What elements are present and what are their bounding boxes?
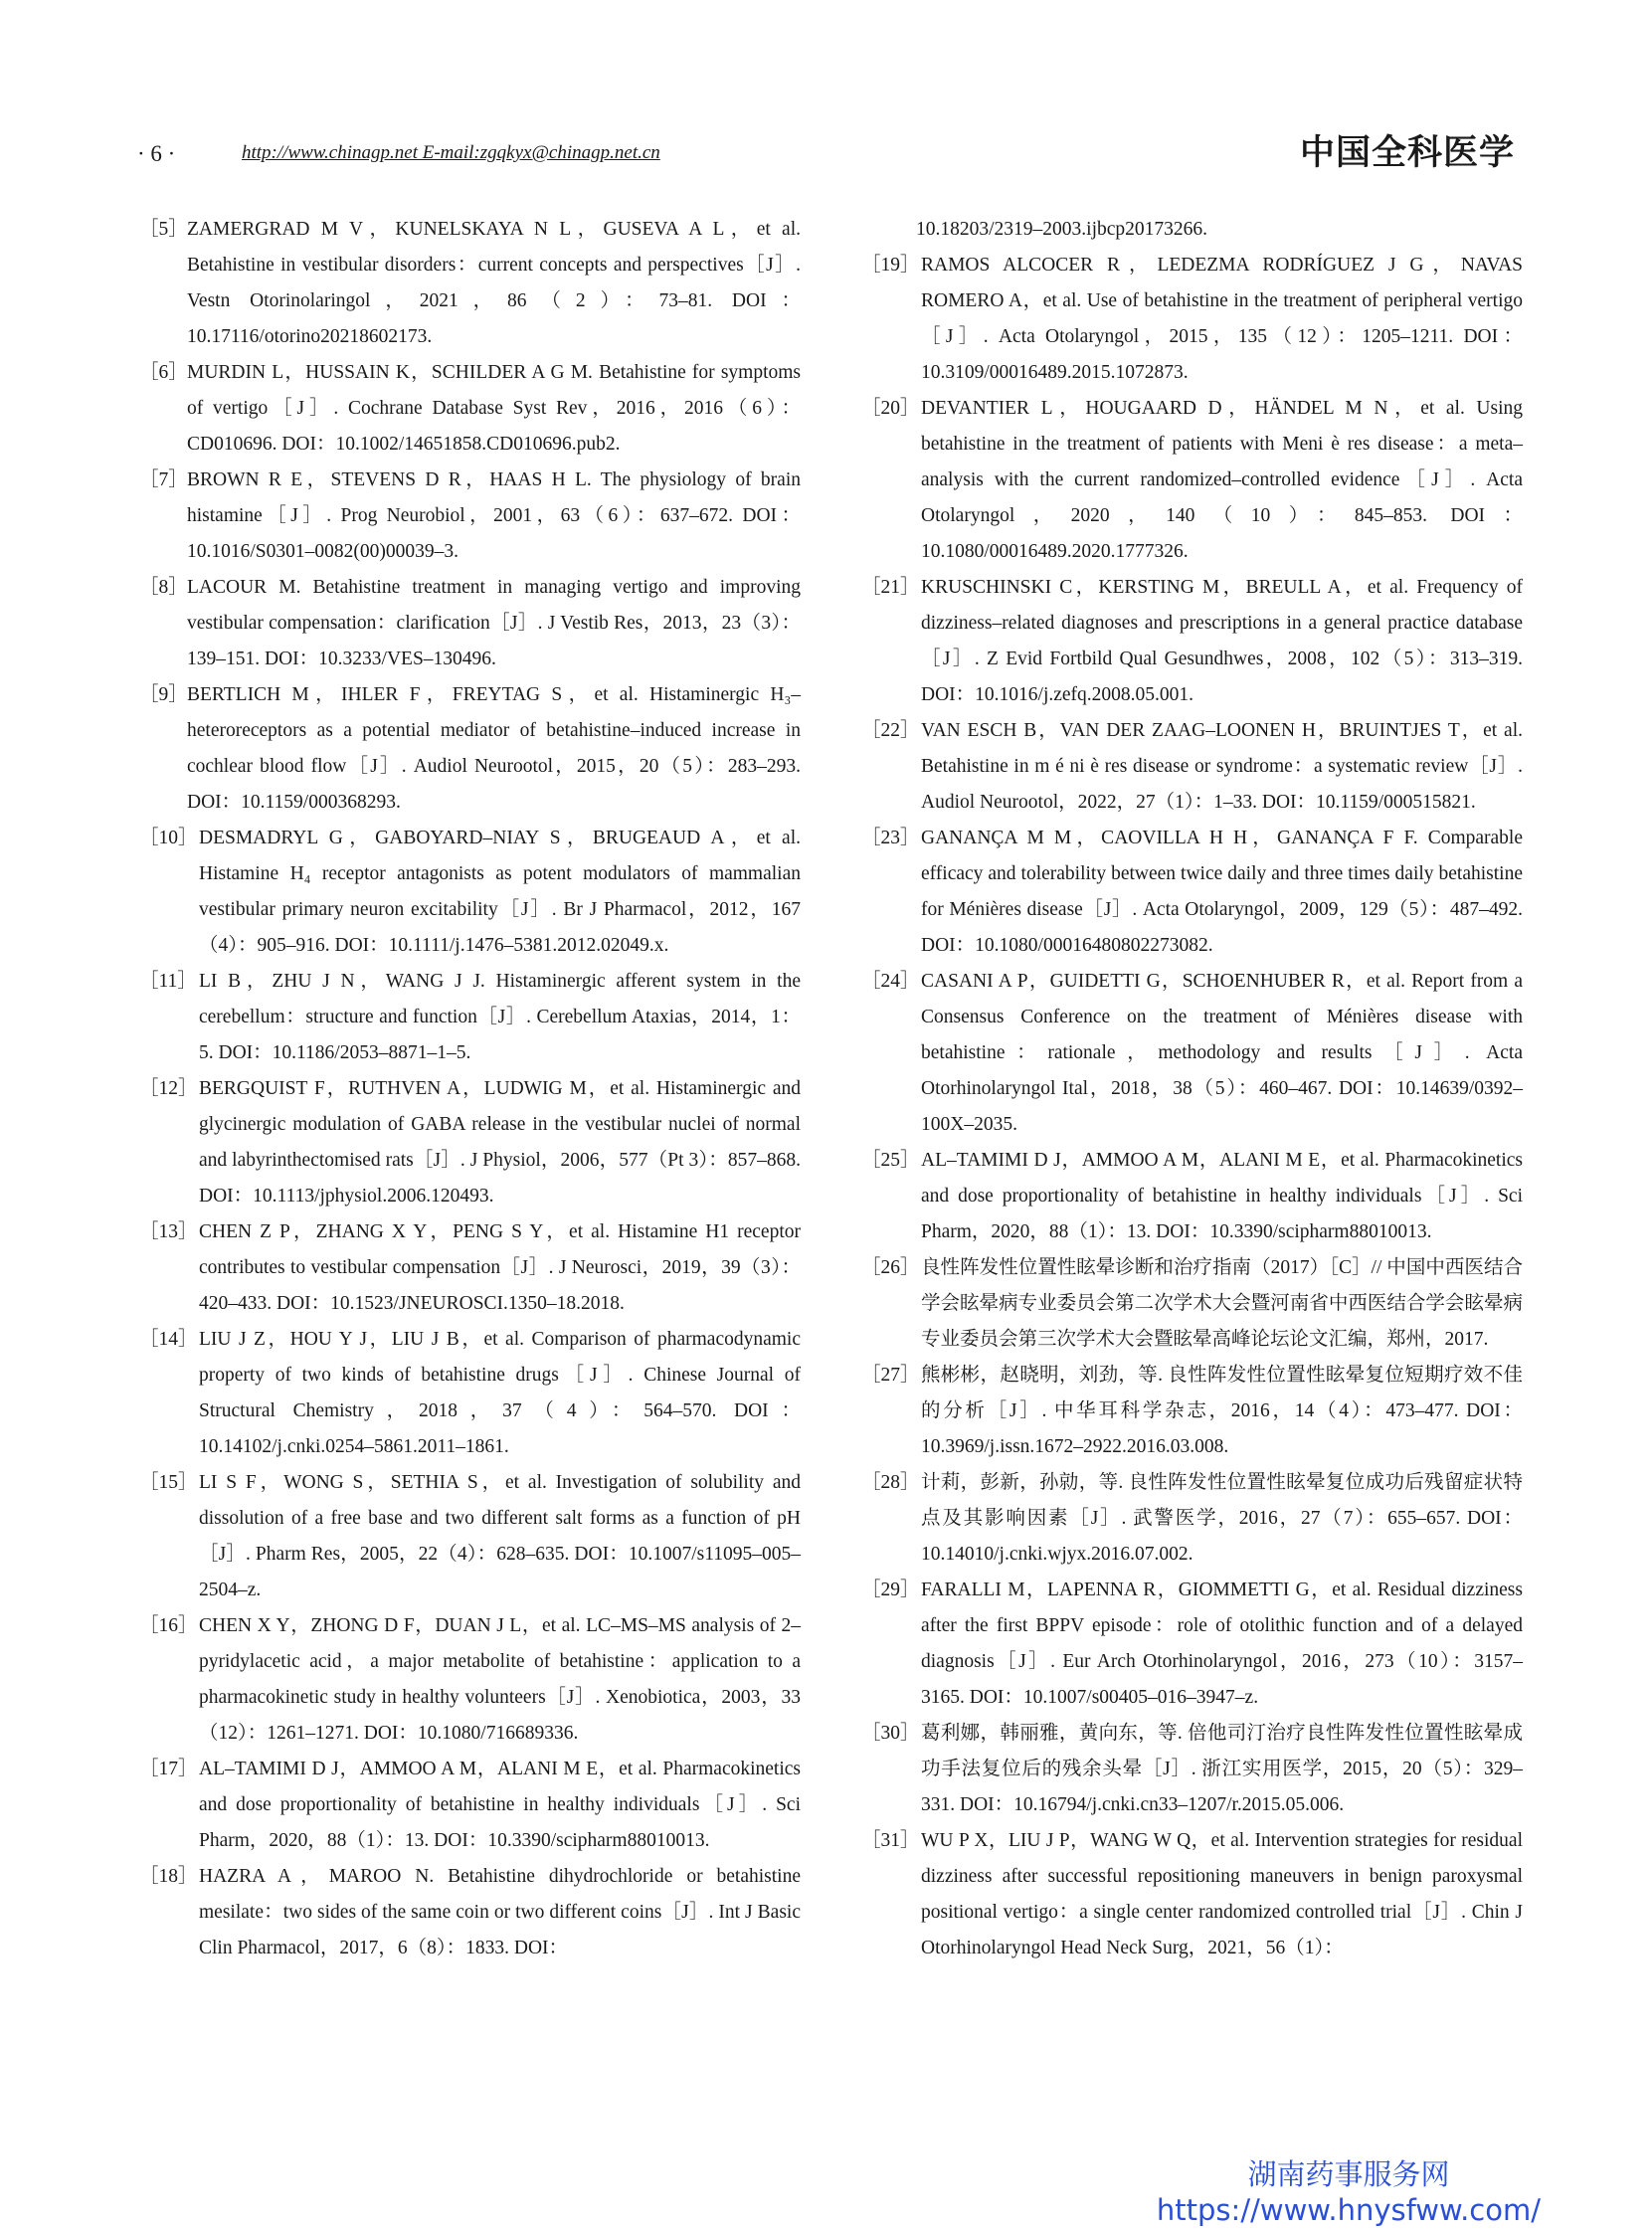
reference-text: CHEN X Y，ZHONG D F，DUAN J L，et al. LC–MS–MS analysis of 2–pyridylacetic acid，a major metabolite of betahistine：application to a pharmacokinetic study in healthy volunteers［J］. Xenobiotica，2003，33（12）：1261–1271. DOI：10.1080/716689336. [199,1615,801,1744]
reference-text: HAZRA A，MAROO N. Betahistine dihydrochloride or betahistine mesilate：two sides of the same coin or two different coins［J］. Int J Basic Clin Pharmacol，2017，6（8）：1833. DOI： [199,1866,801,1958]
reference-number: ［10］ [139,828,198,848]
reference-number: ［28］ [861,1472,920,1493]
reference-number: ［9］ [139,684,188,705]
reference-text: 葛利娜，韩丽雅，黄向东，等. 倍他司汀治疗良性阵发性位置性眩晕成功手法复位后的残余头晕［J］. 浙江实用医学，2015，20（5）：329–331. DOI：10.16794/j.cnki.cn33–1207/r.2015.05.006. [921,1723,1523,1815]
watermark-site-name: 湖南药事服务网 [1247,2157,1450,2191]
reference-text: LACOUR M. Betahistine treatment in managing vertigo and improving vestibular compensation：clarification［J］. J Vestib Res，2013，23（3）：139–151. DOI：10.3233/VES–130496. [187,577,801,669]
reference-item [861,964,1523,1143]
reference-text: CASANI A P，GUIDETTI G，SCHOENHUBER R，et al. Report from a Consensus Conference on the treatment of Ménières disease with betahistine：rationale，methodology and results［J］. Acta Otorhinolaryngol Ital，2018，38（5）：460–467. DOI：10.14639/0392–100X–2035. [921,971,1523,1135]
reference-number: ［26］ [861,1257,920,1278]
reference-text: 计莉，彭新，孙勍，等. 良性阵发性位置性眩晕复位成功后残留症状特点及其影响因素［J］. 武警医学，2016，27（7）：655–657. DOI：10.14010/j.cnki.wjyx.2016.07.002. [921,1472,1523,1565]
reference-text: BERGQUIST F，RUTHVEN A，LUDWIG M，et al. Histaminergic and glycinergic modulation of GABA release in the vestibular nuclei of normal and labyrinthectomised rats［J］. J Physiol，2006，577（Pt 3）：857–868. DOI：10.1113/jphysiol.2006.120493. [199,1078,801,1207]
reference-text: GANANÇA M M，CAOVILLA H H，GANANÇA F F. Comparable efficacy and tolerability between twice daily and three times daily betahistine for Ménières disease［J］. Acta Otolaryngol，2009，129（5）：487–492. DOI：10.1080/00016480802273082. [921,828,1523,956]
reference-item [139,1071,801,1214]
reference-number: ［8］ [139,577,188,598]
reference-number: ［21］ [861,577,920,598]
reference-number: ［6］ [139,362,188,383]
reference-item [139,1608,801,1752]
reference-item [139,964,801,1071]
reference-text: WU P X，LIU J P，WANG W Q，et al. Intervention strategies for residual dizziness after successful repositioning maneuvers in benign paroxysmal positional vertigo：a single center randomized controlled trial［J］. Chin J Otorhinolaryngol Head Neck Surg，2021，56（1）： [921,1830,1523,1958]
reference-text: FARALLI M，LAPENNA R，GIOMMETTI G，et al. Residual dizziness after the first BPPV episode：role of otolithic function and of a delayed diagnosis［J］. Eur Arch Otorhinolaryngol，2016，273（10）：3157–3165. DOI：10.1007/s00405–016–3947–z. [921,1580,1523,1708]
page-number: · 6 · [137,141,176,166]
reference-item [861,821,1523,964]
watermark-site-url[interactable]: https://www.hnysfww.com/ [1156,2193,1541,2227]
reference-item [139,821,801,964]
reference-item [139,1214,801,1322]
reference-item [861,713,1523,821]
reference-item [139,677,801,821]
reference-number: ［30］ [861,1723,920,1744]
reference-item [861,1250,1523,1358]
reference-number: ［20］ [861,398,920,419]
reference-number: ［15］ [139,1472,198,1493]
reference-item [139,1752,801,1859]
reference-text: VAN ESCH B，VAN DER ZAAG–LOONEN H，BRUINTJES T，et al. Betahistine in m é ni è res disease or syndrome：a systematic review［J］. Audiol Neurootol，2022，27（1）：1–33. DOI：10.1159/000515821. [921,720,1523,813]
reference-number: ［14］ [139,1329,198,1350]
reference-text: 熊彬彬，赵晓明，刘劲，等. 良性阵发性位置性眩晕复位短期疗效不佳的分析［J］. 中华耳科学杂志，2016，14（4）：473–477. DOI：10.3969/j.issn.1672–2922.2016.03.008. [921,1365,1523,1457]
reference-text: DESMADRYL G，GABOYARD–NIAY S，BRUGEAUD A，et al. Histamine H₄ receptor antagonists as potent modulators of mammalian vestibular primary neuron excitability［J］. Br J Pharmacol，2012，167（4）：905–916. DOI：10.1111/j.1476–5381.2012.02049.x. [199,828,801,956]
reference-number: ［24］ [861,971,920,992]
reference-text: LI B，ZHU J N，WANG J J. Histaminergic afferent system in the cerebellum：structure and function［J］. Cerebellum Ataxias，2014，1：5. DOI：10.1186/2053–8871–1–5. [199,971,801,1063]
reference-text: 良性阵发性位置性眩晕诊断和治疗指南（2017）［C］// 中国中西医结合学会眩晕病专业委员会第二次学术大会暨河南省中西医结合学会眩晕病专业委员会第三次学术大会暨眩晕高峰论坛论文汇编，郑州，2017. [921,1257,1523,1350]
reference-text: AL–TAMIMI D J，AMMOO A M，ALANI M E，et al. Pharmacokinetics and dose proportionality of betahistine in healthy individuals［J］. Sci Pharm，2020，88（1）：13. DOI：10.3390/scipharm88010013. [199,1759,802,1851]
reference-item [139,1859,801,1966]
reference-number: ［31］ [861,1830,920,1851]
reference-text: LIU J Z，HOU Y J，LIU J B，et al. Comparison of pharmacodynamic property of two kinds of betahistine drugs［J］. Chinese Journal of Structural Chemistry，2018，37（4）：564–570. DOI：10.14102/j.cnki.0254–5861.2011–1861. [199,1329,801,1457]
reference-text: LI S F，WONG S，SETHIA S，et al. Investigation of solubility and dissolution of a free base and two different salt forms as a function of pH［J］. Pharm Res，2005，22（4）：628–635. DOI：10.1007/s11095–005–2504–z. [199,1472,801,1600]
reference-item [139,355,801,463]
reference-item [861,1573,1523,1716]
page-header [0,0,1652,199]
reference-text: KRUSCHINSKI C，KERSTING M，BREULL A，et al. Frequency of dizziness–related diagnoses and prescriptions in a general practice database［J］. Z Evid Fortbild Qual Gesundhwes，2008，102（5）：313–319. DOI：10.1016/j.zefq.2008.05.001. [921,577,1523,705]
reference-number: ［13］ [139,1221,198,1242]
reference-item [861,248,1523,391]
reference-item [139,1465,801,1608]
reference-list-left [139,212,801,1966]
reference-item [861,570,1523,713]
reference-list-right [861,212,1523,1966]
reference-item [861,391,1523,570]
reference-item [861,1823,1523,1966]
reference-item [139,570,801,677]
reference-number: ［5］ [139,219,188,240]
reference-item [861,1143,1523,1250]
reference-number: ［18］ [139,1866,198,1887]
reference-text: CHEN Z P，ZHANG X Y，PENG S Y，et al. Histamine H1 receptor contributes to vestibular compensation［J］. J Neurosci，2019，39（3）：420–433. DOI：10.1523/JNEUROSCI.1350–18.2018. [199,1221,801,1314]
watermark [1157,2156,1541,2228]
reference-number: ［7］ [139,469,188,490]
reference-text: ZAMERGRAD M V，KUNELSKAYA N L，GUSEVA A L，et al. Betahistine in vestibular disorders：current concepts and perspectives［J］. Vestn Otorinolaringol，2021，86（2）：73–81. DOI：10.17116/otorino20218602173. [187,219,801,347]
reference-text: 10.18203/2319–2003.ijbcp20173266. [916,219,1208,240]
reference-item [861,212,1523,248]
reference-number: ［23］ [861,828,920,848]
reference-item [139,212,801,355]
reference-number: ［12］ [139,1078,198,1099]
reference-item [139,463,801,570]
reference-text: RAMOS ALCOCER R，LEDEZMA RODRÍGUEZ J G，NAVAS ROMERO A，et al. Use of betahistine in the treatment of peripheral vertigo［J］. Acta Otolaryngol，2015，135（12）：1205–1211. DOI：10.3109/00016489.2015.1072873. [921,255,1523,383]
reference-number: ［11］ [139,971,197,992]
reference-text: BERTLICH M，IHLER F，FREYTAG S，et al. Histaminergic H₃–heteroreceptors as a potential mediator of betahistine–induced increase in cochlear blood flow［J］. Audiol Neurootol，2015，20（5）：283–293. DOI：10.1159/000368293. [187,684,801,813]
reference-text: MURDIN L，HUSSAIN K，SCHILDER A G M. Betahistine for symptoms of vertigo［J］. Cochrane Database Syst Rev，2016，2016（6）：CD010696. DOI：10.1002/14651858.CD010696.pub2. [187,362,801,455]
journal-url-email[interactable]: http://www.chinagp.net E-mail:zgqkyx@chinagp.net.cn [242,142,660,163]
reference-item [861,1358,1523,1465]
reference-number: ［16］ [139,1615,198,1636]
journal-name: 中国全科医学 [1299,133,1515,173]
reference-number: ［25］ [861,1150,920,1171]
reference-number: ［29］ [861,1580,920,1600]
reference-item [861,1716,1523,1823]
reference-text: DEVANTIER L，HOUGAARD D，HÄNDEL M N，et al. Using betahistine in the treatment of patients with Meni è res disease：a meta–analysis with the current randomized–controlled evidence［J］. Acta Otolaryngol，2020，140（10）：845–853. DOI：10.1080/00016489.2020.1777326. [921,398,1523,562]
reference-text: AL–TAMIMI D J，AMMOO A M，ALANI M E，et al. Pharmacokinetics and dose proportionality of betahistine in healthy individuals［J］. Sci Pharm，2020，88（1）：13. DOI：10.3390/scipharm88010013. [921,1150,1524,1242]
reference-number: ［27］ [861,1365,920,1386]
reference-number: ［19］ [861,255,920,276]
reference-item [861,1465,1523,1573]
reference-text: BROWN R E，STEVENS D R，HAAS H L. The physiology of brain histamine［J］. Prog Neurobiol，2001，63（6）：637–672. DOI：10.1016/S0301–0082(00)00039–3. [187,469,801,562]
reference-item [139,1322,801,1465]
reference-number: ［17］ [139,1759,198,1779]
reference-number: ［22］ [861,720,920,741]
